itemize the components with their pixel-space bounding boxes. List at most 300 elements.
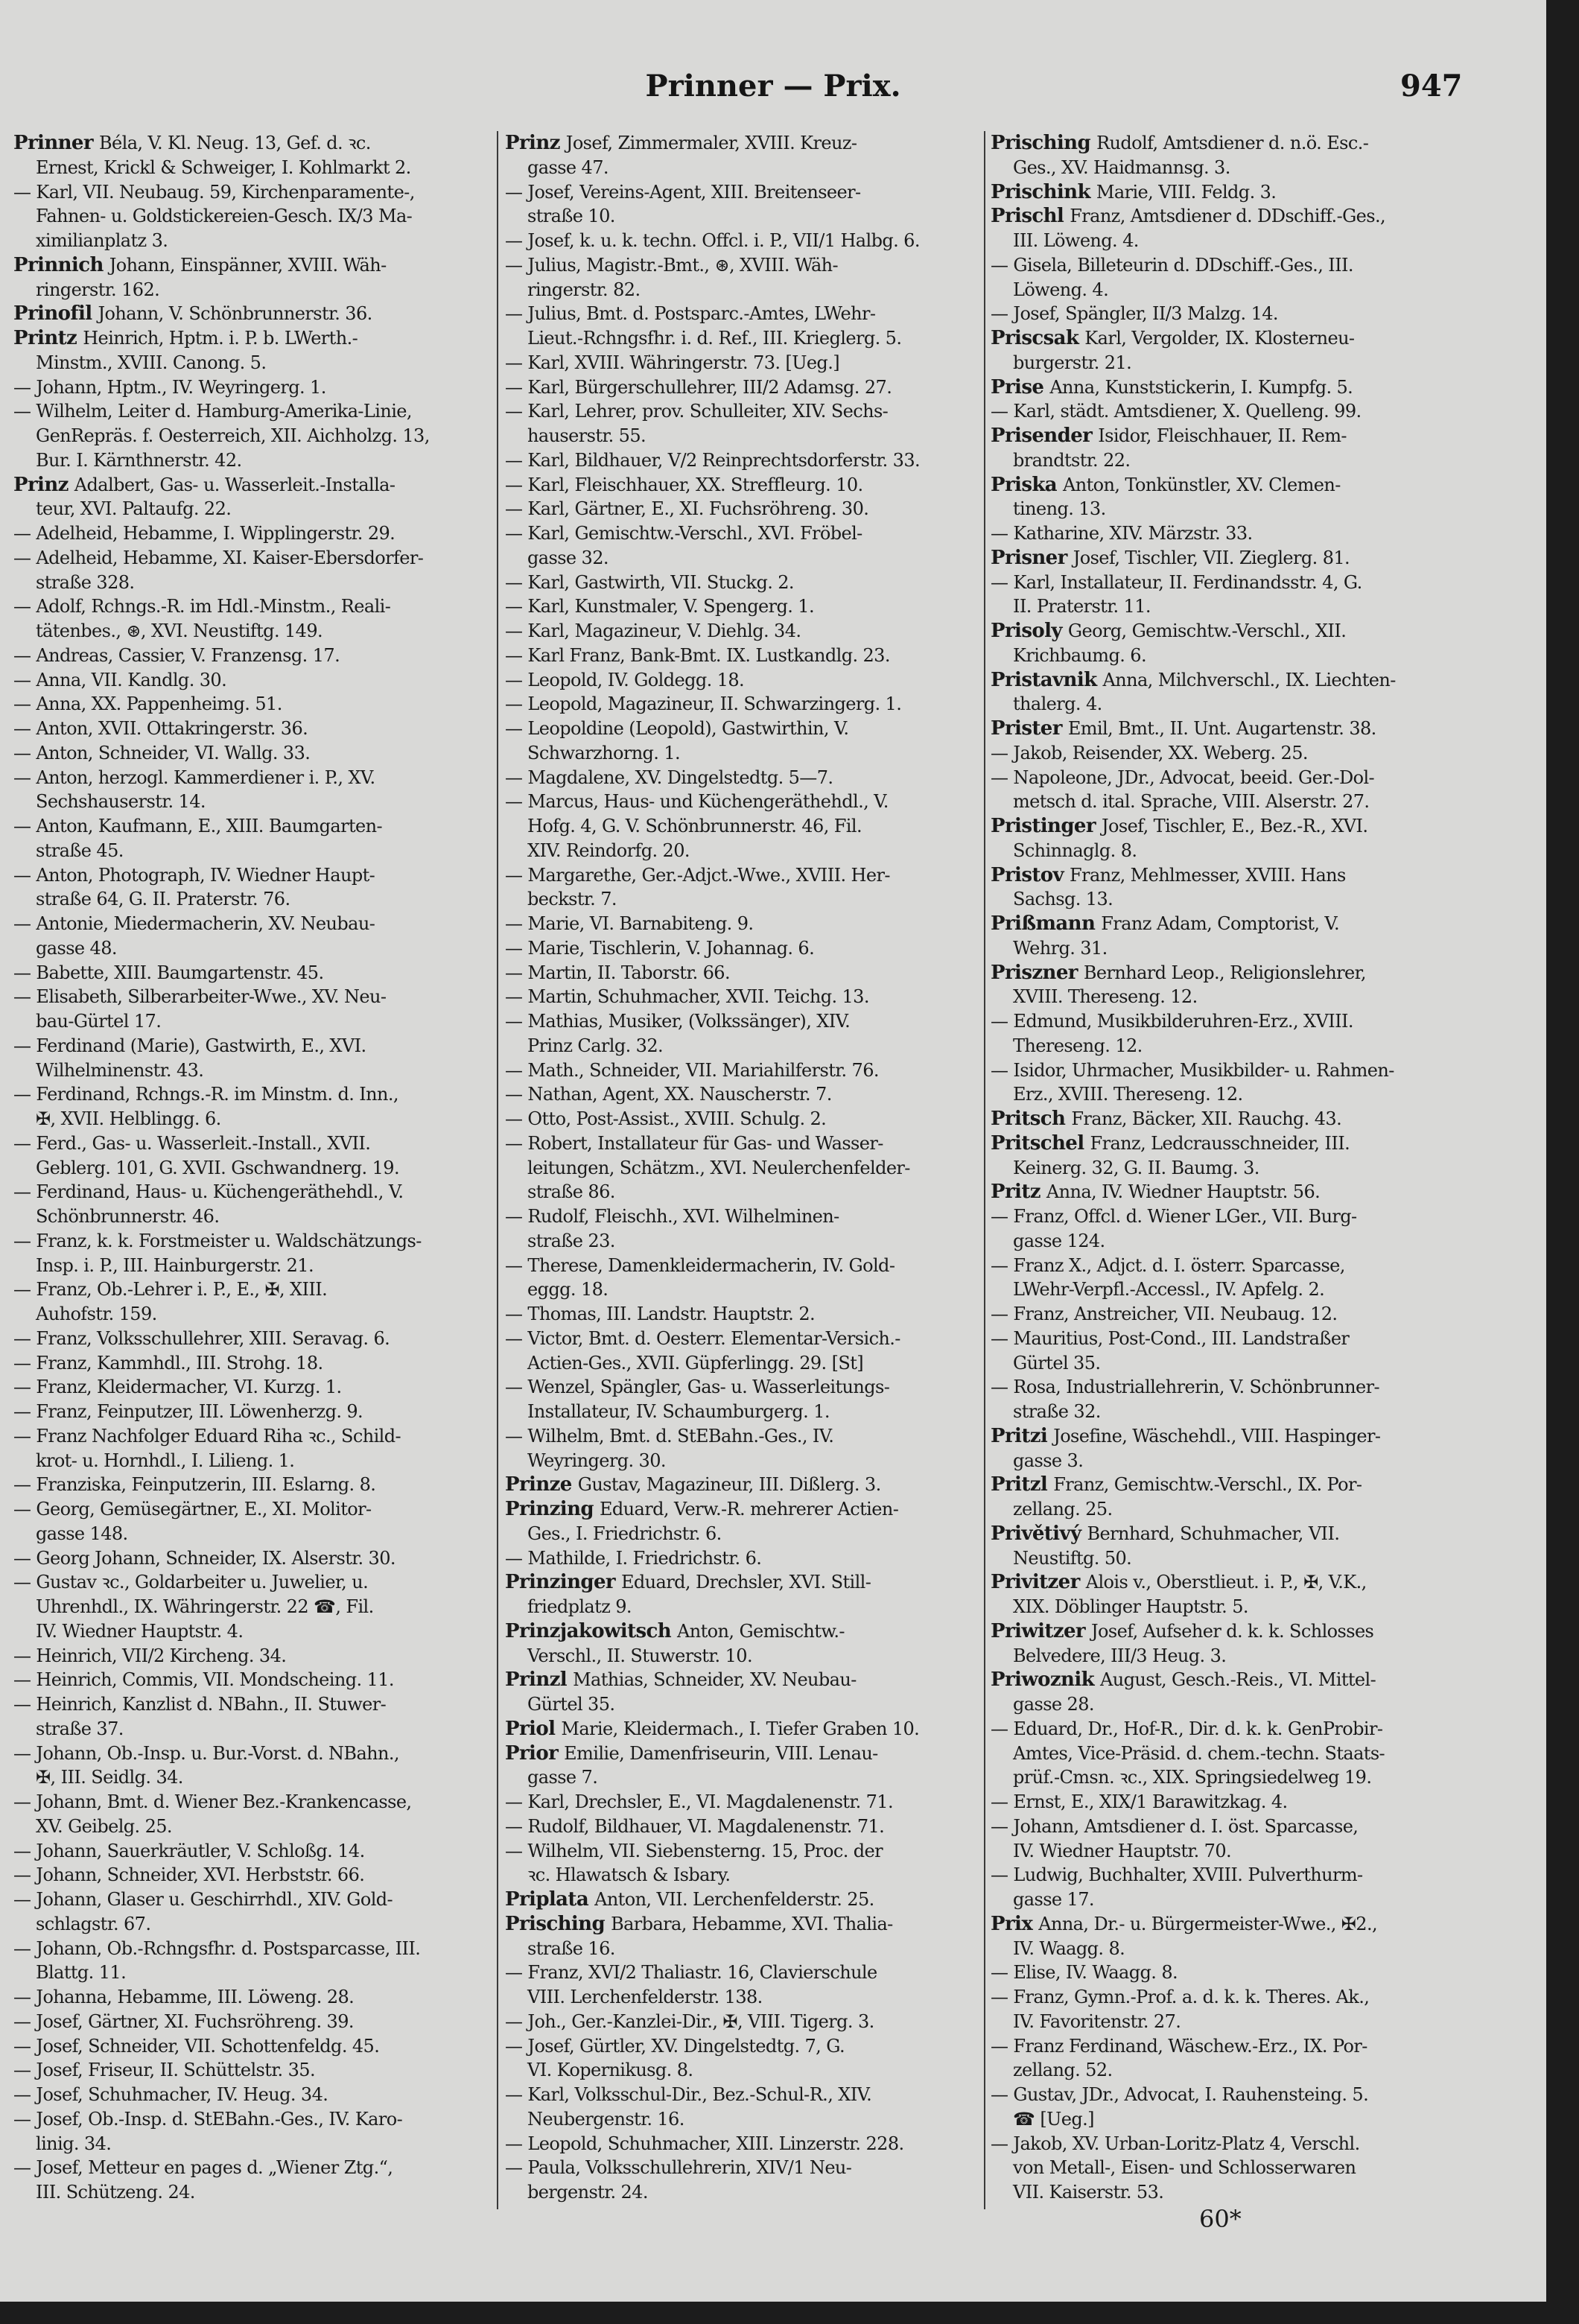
- entry-continuation-line: gasse 124.: [1013, 1230, 1105, 1251]
- entry-line: — Karl, Bürgerschullehrer, III/2 Adamsg. 27.: [505, 376, 892, 398]
- entry-head-line: [991, 668, 1505, 693]
- entry-line: — Karl, städt. Amtsdiener, X. Quelleng. 99.: [991, 401, 1362, 422]
- column-divider: [984, 131, 985, 2209]
- entry-line: — Marie, VI. Barnabiteng. 9.: [505, 913, 754, 934]
- entry-continuation-line: Lieut.-Rchngsfhr. i. d. Ref., III. Krieglerg. 5.: [527, 328, 902, 349]
- entry-head-line: [991, 1107, 1505, 1131]
- entry-continuation-line: gasse 17.: [1013, 1889, 1094, 1910]
- entry-line: — Franz X., Adjct. d. I. österr. Sparcasse,: [991, 1254, 1345, 1276]
- surname: Prise: [991, 375, 1044, 399]
- entry-continuation-line: Neustiftg. 50.: [1013, 1547, 1132, 1569]
- surname: Priplata: [505, 1888, 589, 1911]
- entry-text: Gustav, Magazineur, III. Dißlerg. 3.: [577, 1474, 881, 1496]
- entry-text: Franz, Bäcker, XII. Rauchg. 43.: [1071, 1108, 1342, 1129]
- entry-line: — Julius, Magistr.-Bmt., ⊛, XVIII. Wäh-: [505, 254, 839, 276]
- entry-continuation-line: XIX. Döblinger Hauptstr. 5.: [1013, 1596, 1248, 1617]
- entry-continuation-line: Schinnaglg. 8.: [1013, 839, 1137, 861]
- entry-continuation-line: XIV. Reindorfg. 20.: [527, 839, 690, 861]
- entry-line: — Karl, Lehrer, prov. Schulleiter, XIV. Sechs-: [505, 401, 889, 422]
- entry-line: — Andreas, Cassier, V. Franzensg. 17.: [13, 644, 340, 666]
- column-divider: [497, 131, 498, 2209]
- entry-line: — Rudolf, Bildhauer, VI. Magdalenenstr. 71.: [505, 1815, 885, 1837]
- entry-text: Franz, Ledcrausschneider, III.: [1090, 1132, 1350, 1154]
- entry-head-line: [13, 253, 494, 278]
- entry-line: — Mathias, Musiker, (Volkssänger), XIV.: [505, 1011, 851, 1032]
- entry-text: Josef, Zimmermaler, XVIII. Kreuz-: [565, 133, 857, 153]
- entry-head-line: [991, 1570, 1505, 1595]
- entry-line: — Karl, Drechsler, E., VI. Magdalenenstr. 71.: [505, 1791, 893, 1812]
- entry-continuation-line: gasse 47.: [527, 156, 609, 178]
- entry-line: — Elise, IV. Waagg. 8.: [991, 1962, 1178, 1984]
- entry-line: — Franziska, Feinputzerin, III. Eslarng. 8.: [13, 1474, 376, 1496]
- entry-line: — Eduard, Dr., Hof-R., Dir. d. k. k. GenProbir-: [991, 1718, 1383, 1739]
- entry-continuation-line: friedplatz 9.: [527, 1596, 632, 1617]
- entry-continuation-line: zellang. 52.: [1013, 2060, 1113, 2081]
- entry-line: — Robert, Installateur für Gas- und Wasser-: [505, 1132, 883, 1154]
- entry-line: — Franz, XVI/2 Thaliastr. 16, Clavierschule: [505, 1962, 877, 1984]
- entry-continuation-line: gasse 148.: [36, 1523, 128, 1544]
- entry-continuation-line: Prinz Carlg. 32.: [527, 1035, 664, 1056]
- entry-line: — Wilhelm, VII. Siebensterng. 15, Proc. der: [505, 1840, 883, 1861]
- entry-continuation-line: Thereseng. 12.: [1013, 1035, 1143, 1056]
- entry-line: — Ludwig, Buchhalter, XVIII. Pulverthurm-: [991, 1864, 1363, 1886]
- entry-continuation-line: LWehr-Verpfl.-Accessl., IV. Apfelg. 2.: [1013, 1279, 1325, 1301]
- entry-text: Alois v., Oberstlieut. i. P., ✠, V.K.,: [1085, 1572, 1367, 1593]
- entry-continuation-line: Löweng. 4.: [1013, 279, 1109, 300]
- entry-continuation-line: Keinerg. 32, G. II. Baumg. 3.: [1013, 1157, 1259, 1178]
- entry-line: — Georg Johann, Schneider, IX. Alserstr. 30.: [13, 1547, 395, 1569]
- entry-continuation-line: IV. Wiedner Hauptstr. 4.: [36, 1620, 244, 1642]
- entry-continuation-line: brandtstr. 22.: [1013, 449, 1131, 471]
- entry-text: Anna, IV. Wiedner Hauptstr. 56.: [1046, 1181, 1321, 1203]
- entry-head-line: [505, 1619, 982, 1644]
- entry-line: — Franz, k. k. Forstmeister u. Waldschätzungs-: [13, 1230, 422, 1251]
- entry-line: — Franz Ferdinand, Wäschew.-Erz., IX. Por-: [991, 2035, 1367, 2057]
- surname: Priwitzer: [991, 1619, 1085, 1642]
- entry-line: — Josef, Metteur en pages d. „Wiener Ztg.“,: [13, 2157, 393, 2179]
- entry-line: — Leopold, IV. Goldegg. 18.: [505, 669, 745, 690]
- entry-head-line: [991, 912, 1505, 936]
- entry-line: — Thomas, III. Landstr. Hauptstr. 2.: [505, 1304, 816, 1324]
- entry-line: — Joh., Ger.-Kanzlei-Dir., ✠, VIII. Tigerg. 3.: [505, 2010, 874, 2032]
- surname: Priszner: [991, 961, 1078, 984]
- entry-continuation-line: prüf.-Cmsn. ꝛc., XIX. Springsiedelweg 19.: [1013, 1767, 1372, 1788]
- entry-text: Franz, Amtsdiener d. DDschiff.-Ges.,: [1070, 206, 1386, 227]
- entry-line: — Antonie, Miedermacherin, XV. Neubau-: [13, 913, 375, 934]
- entry-continuation-line: eggg. 18.: [527, 1279, 609, 1301]
- entry-line: — Isidor, Uhrmacher, Musikbilder- u. Rahmen-: [991, 1059, 1394, 1081]
- entry-line: — Julius, Bmt. d. Postsparc.-Amtes, LWehr-: [505, 303, 876, 325]
- entry-line: — Franz, Kleidermacher, VI. Kurzg. 1.: [13, 1377, 342, 1398]
- surname: Priska: [991, 473, 1058, 496]
- entry-continuation-line: Minstm., XVIII. Canong. 5.: [36, 352, 267, 373]
- column-right: [991, 131, 1505, 2205]
- entry-text: August, Gesch.-Reis., VI. Mittel-: [1100, 1669, 1376, 1691]
- page-number: 947: [1400, 69, 1463, 104]
- entry-line: — Ferdinand (Marie), Gastwirth, E., XVI.: [13, 1035, 366, 1056]
- entry-continuation-line: bergenstr. 24.: [527, 2182, 648, 2203]
- entry-continuation-line: thalerg. 4.: [1013, 693, 1102, 715]
- entry-head-line: [505, 1717, 982, 1742]
- entry-text: Franz Adam, Comptorist, V.: [1101, 913, 1339, 934]
- surname: Pritzl: [991, 1473, 1048, 1496]
- entry-continuation-line: straße 23.: [527, 1230, 615, 1251]
- entry-head-line: [13, 131, 494, 156]
- entry-text: Anna, Kunststickerin, I. Kumpfg. 5.: [1049, 376, 1353, 398]
- entry-line: — Martin, II. Taborstr. 66.: [505, 962, 730, 983]
- entry-continuation-line: ringerstr. 82.: [527, 279, 641, 300]
- entry-line: — Anton, Schneider, VI. Wallg. 33.: [13, 742, 311, 763]
- entry-continuation-line: VIII. Lerchenfelderstr. 138.: [527, 1987, 763, 2007]
- entry-continuation-line: Blattg. 11.: [36, 1962, 127, 1984]
- entry-text: Barbara, Hebamme, XVI. Thalia-: [611, 1913, 893, 1934]
- entry-continuation-line: III. Löweng. 4.: [1013, 230, 1139, 251]
- entry-text: Anton, Tonkünstler, XV. Clemen-: [1063, 474, 1341, 495]
- entry-text: Eduard, Verw.-R. mehrerer Actien-: [599, 1499, 899, 1520]
- entry-text: Franz, Gemischtw.-Verschl., IX. Por-: [1053, 1474, 1362, 1496]
- entry-line: — Karl, Fleischhauer, XX. Streffleurg. 10.: [505, 474, 863, 495]
- entry-line: — Gustav, JDr., Advocat, I. Rauhensteing. 5.: [991, 2084, 1369, 2105]
- entry-line: — Karl, Gastwirth, VII. Stuckg. 2.: [505, 571, 794, 593]
- entry-continuation-line: straße 16.: [527, 1937, 615, 1959]
- entry-line: — Johann, Hptm., IV. Weyringerg. 1.: [13, 376, 326, 398]
- entry-line: — Babette, XIII. Baumgartenstr. 45.: [13, 962, 324, 983]
- entry-text: Anna, Dr.- u. Bürgermeister-Wwe., ✠2.,: [1038, 1913, 1378, 1934]
- entry-continuation-line: burgerstr. 21.: [1013, 352, 1132, 373]
- page-header-title: Prinner — Prix.: [645, 69, 901, 104]
- entry-line: — Karl, Bildhauer, V/2 Reinprechtsdorferstr. 33.: [505, 449, 921, 471]
- entry-line: — Elisabeth, Silberarbeiter-Wwe., XV. Neu-: [13, 986, 387, 1008]
- entry-continuation-line: VII. Kaiserstr. 53.: [1013, 2182, 1164, 2203]
- entry-line: — Franz, Volksschullehrer, XIII. Seravag. 6.: [13, 1327, 390, 1349]
- entry-text: Rudolf, Amtsdiener d. n.ö. Esc.-: [1096, 133, 1369, 153]
- surname: Privětivý: [991, 1522, 1081, 1545]
- surname: Prinzjakowitsch: [505, 1619, 672, 1642]
- entry-line: — Johann, Amtsdiener d. I. öst. Sparcasse,: [991, 1815, 1359, 1837]
- entry-line: — Anna, XX. Pappenheimg. 51.: [13, 693, 282, 715]
- entry-text: Johann, V. Schönbrunnerstr. 36.: [98, 303, 372, 325]
- entry-line: — Adelheid, Hebamme, XI. Kaiser-Ebersdorfer-: [13, 547, 424, 568]
- entry-line: — Edmund, Musikbilderuhren-Erz., XVIII.: [991, 1011, 1353, 1032]
- entry-line: — Anton, herzogl. Kammerdiener i. P., XV.: [13, 766, 375, 788]
- surname: Prister: [991, 717, 1062, 740]
- entry-continuation-line: GenRepräs. f. Oesterreich, XII. Aichholzg. 13,: [36, 425, 430, 446]
- entry-continuation-line: leitungen, Schätzm., XVI. Neulerchenfelder-: [527, 1157, 910, 1178]
- surname: Priscsak: [991, 327, 1079, 349]
- entry-line: — Katharine, XIV. Märzstr. 33.: [991, 523, 1253, 544]
- entry-text: Anna, Milchverschl., IX. Liechten-: [1102, 669, 1396, 690]
- surname: Prisching: [991, 132, 1091, 154]
- entry-line: — Victor, Bmt. d. Oesterr. Elementar-Versich.-: [505, 1327, 900, 1349]
- entry-continuation-line: straße 45.: [36, 839, 124, 861]
- entry-continuation-line: ximilianplatz 3.: [36, 230, 168, 251]
- entry-head-line: [13, 326, 494, 351]
- entry-continuation-line: Sechshauserstr. 14.: [36, 791, 206, 813]
- entry-line: — Franz, Gymn.-Prof. a. d. k. k. Theres. Ak.,: [991, 1987, 1370, 2007]
- surname: Prißmann: [991, 912, 1096, 935]
- entry-head-line: [991, 814, 1505, 839]
- entry-continuation-line: Ernest, Krickl & Schweiger, I. Kohlmarkt 2.: [36, 156, 411, 178]
- entry-head-line: [991, 1424, 1505, 1449]
- entry-line: — Math., Schneider, VII. Mariahilferstr. 76.: [505, 1059, 879, 1081]
- surname: Prisching: [505, 1912, 606, 1935]
- surname: Pristinger: [991, 815, 1096, 837]
- entry-continuation-line: schlagstr. 67.: [36, 1913, 151, 1934]
- entry-continuation-line: straße 10.: [527, 206, 615, 227]
- surname: Prinz: [13, 473, 69, 496]
- entry-head-line: [991, 1131, 1505, 1156]
- entry-line: — Karl, Kunstmaler, V. Spengerg. 1.: [505, 596, 815, 617]
- entry-line: — Franz, Anstreicher, VII. Neubaug. 12.: [991, 1304, 1338, 1324]
- entry-continuation-line: gasse 48.: [36, 937, 117, 959]
- entry-continuation-line: zellang. 25.: [1013, 1499, 1113, 1520]
- entry-continuation-line: straße 32.: [1013, 1401, 1101, 1422]
- entry-text: Josef, Tischler, VII. Zieglerg. 81.: [1073, 547, 1350, 568]
- entry-continuation-line: Schwarzhorng. 1.: [527, 742, 681, 763]
- entry-continuation-line: Gürtel 35.: [1013, 1352, 1101, 1374]
- entry-line: — Anton, Kaufmann, E., XIII. Baumgarten-: [13, 816, 382, 836]
- entry-line: — Franz, Kammhdl., III. Strohg. 18.: [13, 1352, 323, 1374]
- entry-text: Marie, Kleidermach., I. Tiefer Graben 10.: [561, 1718, 920, 1739]
- entry-head-line: [505, 131, 982, 156]
- entry-head-line: [991, 1180, 1505, 1204]
- entry-head-line: [505, 1668, 982, 1692]
- entry-line: — Anton, XVII. Ottakringerstr. 36.: [13, 718, 308, 739]
- entry-line: — Josef, Spängler, II/3 Malzg. 14.: [991, 303, 1278, 325]
- entry-continuation-line: gasse 3.: [1013, 1450, 1084, 1471]
- entry-continuation-line: tineng. 13.: [1013, 498, 1106, 520]
- entry-head-line: [991, 619, 1505, 644]
- entry-text: Johann, Einspänner, XVIII. Wäh-: [109, 254, 387, 276]
- entry-continuation-line: ☎ [Ueg.]: [1013, 2108, 1094, 2130]
- entry-head-line: [991, 863, 1505, 888]
- entry-continuation-line: Verschl., II. Stuwerstr. 10.: [527, 1645, 752, 1666]
- entry-continuation-line: IV. Favoritenstr. 27.: [1013, 2010, 1181, 2032]
- entry-continuation-line: Sachsg. 13.: [1013, 889, 1113, 910]
- entry-head-line: [991, 131, 1505, 156]
- entry-head-line: [505, 1473, 982, 1497]
- entry-continuation-line: gasse 32.: [527, 547, 609, 568]
- entry-continuation-line: Neubergenstr. 16.: [527, 2108, 684, 2130]
- entry-line: — Rudolf, Fleischh., XVI. Wilhelminen-: [505, 1206, 839, 1227]
- entry-line: — Marcus, Haus- und Küchengeräthehdl., V.: [505, 791, 889, 813]
- surname: Prinnich: [13, 253, 104, 276]
- entry-line: — Franz, Feinputzer, III. Löwenherzg. 9.: [13, 1401, 363, 1422]
- surname: Pritsch: [991, 1108, 1066, 1130]
- entry-text: Karl, Vergolder, IX. Klosterneu-: [1084, 328, 1355, 349]
- entry-line: — Franz, Ob.-Lehrer i. P., E., ✠, XIII.: [13, 1279, 328, 1301]
- entry-text: Franz, Mehlmesser, XVIII. Hans: [1070, 864, 1346, 886]
- entry-line: — Heinrich, Kanzlist d. NBahn., II. Stuwer-: [13, 1694, 387, 1715]
- entry-continuation-line: krot- u. Hornhdl., I. Lilieng. 1.: [36, 1450, 295, 1471]
- entry-continuation-line: VI. Kopernikusg. 8.: [527, 2060, 693, 2081]
- entry-continuation-line: metsch d. ital. Sprache, VIII. Alserstr. 27.: [1013, 791, 1370, 813]
- entry-head-line: [991, 1522, 1505, 1546]
- entry-head-line: [505, 1497, 982, 1522]
- surname: Prisner: [991, 546, 1067, 569]
- entry-line: — Heinrich, Commis, VII. Mondscheing. 11.: [13, 1669, 394, 1691]
- entry-line: — Johann, Ob.-Insp. u. Bur.-Vorst. d. NBahn.,: [13, 1742, 399, 1764]
- surname: Priwoznik: [991, 1669, 1095, 1692]
- entry-text: Emilie, Damenfriseurin, VIII. Lenau-: [564, 1742, 878, 1764]
- entry-head-line: [505, 1888, 982, 1912]
- surname: Prinzinger: [505, 1571, 615, 1594]
- entry-head-line: [991, 424, 1505, 448]
- entry-line: — Karl, XVIII. Währingerstr. 73. [Ueg.]: [505, 352, 839, 373]
- entry-line: — Jakob, XV. Urban-Loritz-Platz 4, Verschl.: [991, 2133, 1360, 2154]
- entry-continuation-line: Wilhelminenstr. 43.: [36, 1059, 204, 1081]
- entry-text: Josefine, Wäschehdl., VIII. Haspinger-: [1053, 1425, 1381, 1447]
- surname: Priol: [505, 1717, 556, 1740]
- entry-line: — Ferdinand, Haus- u. Küchengeräthehdl., V.: [13, 1181, 404, 1203]
- entry-head-line: [991, 473, 1505, 498]
- entry-continuation-line: Bur. I. Kärnthnerstr. 42.: [36, 449, 242, 471]
- surname: Pristov: [991, 863, 1064, 886]
- entry-line: — Josef, Friseur, II. Schüttelstr. 35.: [13, 2060, 315, 2081]
- entry-head-line: [13, 302, 494, 326]
- entry-continuation-line: tätenbes., ⊛, XVI. Neustiftg. 149.: [36, 620, 323, 641]
- column-left: [13, 131, 494, 2205]
- entry-text: Bernhard Leop., Religionslehrer,: [1083, 962, 1366, 983]
- entry-text: Eduard, Drechsler, XVI. Still-: [621, 1572, 871, 1593]
- column-middle: [505, 131, 982, 2205]
- entry-line: — Therese, Damenkleidermacherin, IV. Gold-: [505, 1254, 895, 1276]
- entry-continuation-line: Insp. i. P., III. Hainburgerstr. 21.: [36, 1254, 314, 1276]
- entry-head-line: [991, 1668, 1505, 1692]
- entry-continuation-line: Krichbaumg. 6.: [1013, 644, 1146, 666]
- entry-continuation-line: hauserstr. 55.: [527, 425, 646, 446]
- entry-text: Josef, Aufseher d. k. k. Schlosses: [1091, 1620, 1374, 1642]
- entry-line: — Wenzel, Spängler, Gas- u. Wasserleitungs-: [505, 1377, 890, 1398]
- entry-continuation-line: Erz., XVIII. Thereseng. 12.: [1013, 1084, 1243, 1105]
- entry-line: — Karl, Installateur, II. Ferdinandsstr. 4, G.: [991, 571, 1362, 593]
- entry-line: — Karl, Gärtner, E., XI. Fuchsröhreng. 30.: [505, 498, 869, 520]
- entry-line: — Karl, Magazineur, V. Diehlg. 34.: [505, 620, 801, 641]
- entry-line: — Otto, Post-Assist., XVIII. Schulg. 2.: [505, 1108, 827, 1129]
- entry-continuation-line: Gürtel 35.: [527, 1694, 615, 1715]
- entry-continuation-line: gasse 7.: [527, 1767, 598, 1788]
- surname: Prischink: [991, 180, 1090, 203]
- entry-line: — Gustav ꝛc., Goldarbeiter u. Juwelier, u.: [13, 1572, 369, 1593]
- entry-continuation-line: Hofg. 4, G. V. Schönbrunnerstr. 46, Fil.: [527, 816, 862, 836]
- entry-line: — Josef, k. u. k. techn. Offcl. i. P., VII/1 Halbg. 6.: [505, 230, 920, 251]
- entry-head-line: [505, 1570, 982, 1595]
- entry-head-line: [991, 961, 1505, 985]
- entry-text: Bernhard, Schuhmacher, VII.: [1087, 1523, 1340, 1544]
- entry-line: — Josef, Schuhmacher, IV. Heug. 34.: [13, 2084, 328, 2105]
- entry-line: — Josef, Gärtner, XI. Fuchsröhreng. 39.: [13, 2010, 354, 2032]
- surname: Prisender: [991, 425, 1093, 447]
- entry-text: Josef, Tischler, E., Bez.-R., XVI.: [1101, 816, 1368, 836]
- entry-continuation-line: III. Schützeng. 24.: [36, 2182, 195, 2203]
- surname: Pristavnik: [991, 668, 1097, 691]
- entry-line: — Adelheid, Hebamme, I. Wipplingerstr. 29.: [13, 523, 395, 544]
- entry-head-line: [991, 1619, 1505, 1644]
- entry-head-line: [991, 375, 1505, 400]
- entry-continuation-line: IV. Wiedner Hauptstr. 70.: [1013, 1840, 1232, 1861]
- entry-line: — Johann, Bmt. d. Wiener Bez.-Krankencasse,: [13, 1791, 412, 1812]
- entry-continuation-line: Auhofstr. 159.: [36, 1304, 157, 1324]
- surname: Prix: [991, 1912, 1033, 1935]
- entry-text: Anton, Gemischtw.-: [677, 1620, 845, 1642]
- entry-line: — Mauritius, Post-Cond., III. Landstraßer: [991, 1327, 1350, 1349]
- entry-line: — Napoleone, JDr., Advocat, beeid. Ger.-Dol-: [991, 766, 1375, 788]
- entry-continuation-line: Geblerg. 101, G. XVII. Gschwandnerg. 19.: [36, 1157, 399, 1178]
- entry-line: — Karl, Gemischtw.-Verschl., XVI. Fröbel-: [505, 523, 862, 544]
- entry-continuation-line: von Metall-, Eisen- und Schlosserwaren: [1013, 2157, 1356, 2179]
- entry-head-line: [991, 546, 1505, 571]
- entry-continuation-line: ringerstr. 162.: [36, 279, 160, 300]
- entry-continuation-line: ✠, XVII. Helblingg. 6.: [36, 1108, 221, 1129]
- entry-line: — Anton, Photograph, IV. Wiedner Haupt-: [13, 864, 375, 886]
- entry-text: Marie, VIII. Feldg. 3.: [1096, 181, 1277, 203]
- entry-line: — Leopoldine (Leopold), Gastwirthin, V.: [505, 718, 849, 739]
- surname: Prinzl: [505, 1669, 568, 1692]
- entry-continuation-line: II. Praterstr. 11.: [1013, 596, 1151, 617]
- entry-head-line: [505, 1742, 982, 1766]
- surname: Prinner: [13, 132, 93, 154]
- entry-line: — Nathan, Agent, XX. Nauscherstr. 7.: [505, 1084, 832, 1105]
- entry-continuation-line: Schönbrunnerstr. 46.: [36, 1206, 220, 1227]
- entry-line: — Leopold, Magazineur, II. Schwarzingerg. 1.: [505, 693, 902, 715]
- entry-head-line: [505, 1912, 982, 1937]
- entry-head-line: [991, 180, 1505, 205]
- entry-line: — Paula, Volksschullehrerin, XIV/1 Neu-: [505, 2157, 852, 2179]
- surname: Pritzi: [991, 1424, 1048, 1447]
- entry-line: — Gisela, Billeteurin d. DDschiff.-Ges., III.: [991, 254, 1353, 276]
- entry-line: — Josef, Schneider, VII. Schottenfeldg. 45.: [13, 2035, 380, 2057]
- entry-line: — Wilhelm, Leiter d. Hamburg-Amerika-Linie,: [13, 401, 412, 422]
- entry-line: — Ferdinand, Rchngs.-R. im Minstm. d. Inn.,: [13, 1084, 398, 1105]
- entry-continuation-line: Actien-Ges., XVII. Güpferlingg. 29. [St]: [527, 1352, 864, 1374]
- entry-line: — Franz Nachfolger Eduard Riha ꝛc., Schild-: [13, 1425, 401, 1447]
- entry-continuation-line: beckstr. 7.: [527, 889, 617, 910]
- entry-head-line: [991, 1473, 1505, 1497]
- entry-text: Mathias, Schneider, XV. Neubau-: [573, 1669, 857, 1691]
- entry-line: — Josef, Ob.-Insp. d. StEBahn.-Ges., IV. Karo-: [13, 2108, 403, 2130]
- entry-text: Georg, Gemischtw.-Verschl., XII.: [1067, 620, 1347, 641]
- entry-line: — Leopold, Schuhmacher, XIII. Linzerstr. 228.: [505, 2133, 904, 2154]
- entry-continuation-line: straße 328.: [36, 571, 135, 593]
- entry-line: — Jakob, Reisender, XX. Weberg. 25.: [991, 742, 1308, 763]
- surname: Printz: [13, 327, 77, 349]
- entry-text: Heinrich, Hptm. i. P. b. LWerth.-: [83, 328, 358, 349]
- entry-line: — Adolf, Rchngs.-R. im Hdl.-Minstm., Reali-: [13, 596, 391, 617]
- entry-continuation-line: Wehrg. 31.: [1013, 937, 1108, 959]
- entry-line: — Mathilde, I. Friedrichstr. 6.: [505, 1547, 762, 1569]
- entry-text: Adalbert, Gas- u. Wasserleit.-Installa-: [74, 474, 395, 495]
- entry-line: — Heinrich, VII/2 Kircheng. 34.: [13, 1645, 287, 1666]
- entry-text: Emil, Bmt., II. Unt. Augartenstr. 38.: [1067, 718, 1376, 739]
- entry-line: — Karl, Volksschul-Dir., Bez.-Schul-R., XIV.: [505, 2084, 872, 2105]
- entry-continuation-line: Uhrenhdl., IX. Währingerstr. 22 ☎, Fil.: [36, 1596, 374, 1617]
- entry-continuation-line: IV. Waagg. 8.: [1013, 1937, 1125, 1959]
- entry-continuation-line: straße 37.: [36, 1718, 124, 1739]
- entry-text: Isidor, Fleischhauer, II. Rem-: [1098, 425, 1347, 446]
- entry-line: — Ferd., Gas- u. Wasserleit.-Install., XVII.: [13, 1132, 371, 1154]
- entry-continuation-line: straße 86.: [527, 1181, 615, 1203]
- entry-continuation-line: XV. Geibelg. 25.: [36, 1815, 172, 1837]
- entry-text: Anton, VII. Lerchenfelderstr. 25.: [594, 1889, 874, 1910]
- entry-continuation-line: Ges., I. Friedrichstr. 6.: [527, 1523, 722, 1544]
- entry-continuation-line: linig. 34.: [36, 2133, 112, 2154]
- entry-line: — Rosa, Industriallehrerin, V. Schönbrunner-: [991, 1377, 1379, 1398]
- entry-continuation-line: Installateur, IV. Schaumburgerg. 1.: [527, 1401, 830, 1422]
- entry-line: — Ernst, E., XIX/1 Barawitzkag. 4.: [991, 1791, 1288, 1812]
- entry-line: — Franz, Offcl. d. Wiener LGer., VII. Burg-: [991, 1206, 1357, 1227]
- surname: Prischl: [991, 205, 1064, 228]
- entry-line: — Karl, VII. Neubaug. 59, Kirchenparamente-,: [13, 181, 415, 203]
